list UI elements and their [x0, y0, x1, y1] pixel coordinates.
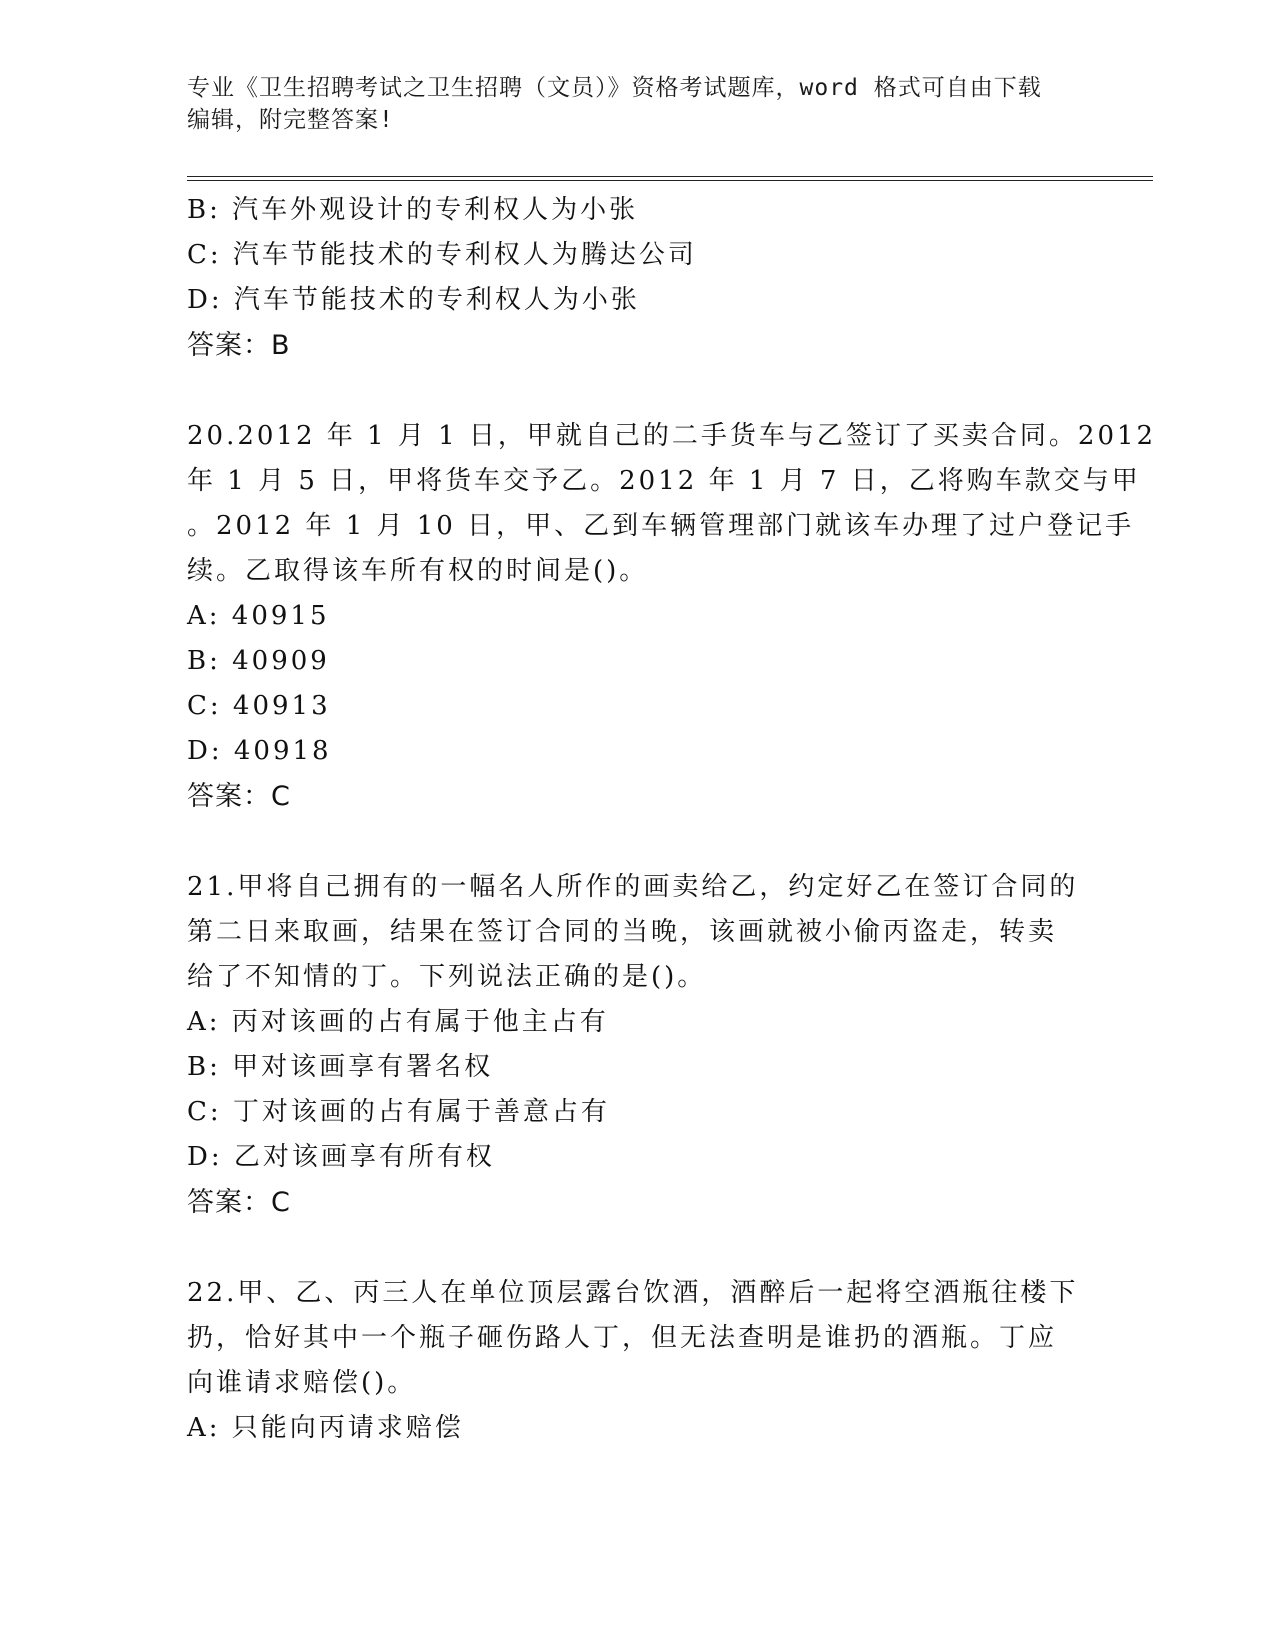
question-stem-line: 第二日来取画，结果在签订合同的当晚，该画就被小偷丙盗走，转卖 [187, 917, 1058, 947]
question-stem-line: 20.2012 年 1 月 1 日，甲就自己的二手货车与乙签订了买卖合同。2012 [187, 421, 1157, 451]
spacer [187, 1225, 1087, 1271]
question-22 [187, 1271, 1087, 1451]
option-a: A: 丙对该画的占有属于他主占有 [187, 1007, 609, 1037]
question-stem-line: 21.甲将自己拥有的一幅名人所作的画卖给乙，约定好乙在签订合同的 [187, 872, 1079, 902]
spacer [187, 819, 1087, 865]
option-b: B: 汽车外观设计的专利权人为小张 [187, 195, 639, 225]
question-stem-line: 续。乙取得该车所有权的时间是()。 [187, 556, 649, 586]
option-b: B: 40909 [187, 646, 330, 676]
option-c: C: 丁对该画的占有属于善意占有 [187, 1097, 610, 1127]
question-20 [187, 414, 1157, 819]
header-line-1: 专业《卫生招聘考试之卫生招聘（文员）》资格考试题库，word 格式可自由下载 [187, 75, 1042, 101]
answer-line: 答案：B [187, 330, 291, 361]
question-stem-line: 。2012 年 1 月 10 日，甲、乙到车辆管理部门就该车办理了过户登记手 [187, 511, 1135, 541]
answer-line: 答案：C [187, 781, 291, 812]
spacer [187, 368, 1087, 414]
question-stem-line: 年 1 月 5 日，甲将货车交予乙。2012 年 1 月 7 日，乙将购车款交与甲 [187, 466, 1141, 496]
question-21 [187, 865, 1087, 1225]
question-content [187, 188, 1157, 1451]
option-c: C: 汽车节能技术的专利权人为腾达公司 [187, 240, 697, 270]
question-stem-line: 向谁请求赔偿()。 [187, 1368, 417, 1398]
option-d: D: 乙对该画享有所有权 [187, 1142, 495, 1172]
question-stem-line: 扔，恰好其中一个瓶子砸伤路人丁，但无法查明是谁扔的酒瓶。丁应 [187, 1323, 1058, 1353]
option-d: D: 汽车节能技术的专利权人为小张 [187, 285, 640, 315]
prev-question-block [187, 188, 1087, 368]
question-stem-line: 22.甲、乙、丙三人在单位顶层露台饮酒，酒醉后一起将空酒瓶往楼下 [187, 1278, 1079, 1308]
option-d: D: 40918 [187, 736, 332, 766]
question-stem-line: 给了不知情的丁。下列说法正确的是()。 [187, 962, 707, 992]
option-c: C: 40913 [187, 691, 331, 721]
option-a: A: 40915 [187, 601, 330, 631]
page-header [187, 72, 1087, 136]
option-b: B: 甲对该画享有署名权 [187, 1052, 494, 1082]
option-a: A: 只能向丙请求赔偿 [187, 1413, 464, 1443]
header-line-2: 编辑，附完整答案! [187, 107, 394, 133]
answer-line: 答案：C [187, 1187, 291, 1218]
header-double-rule [187, 176, 1153, 181]
